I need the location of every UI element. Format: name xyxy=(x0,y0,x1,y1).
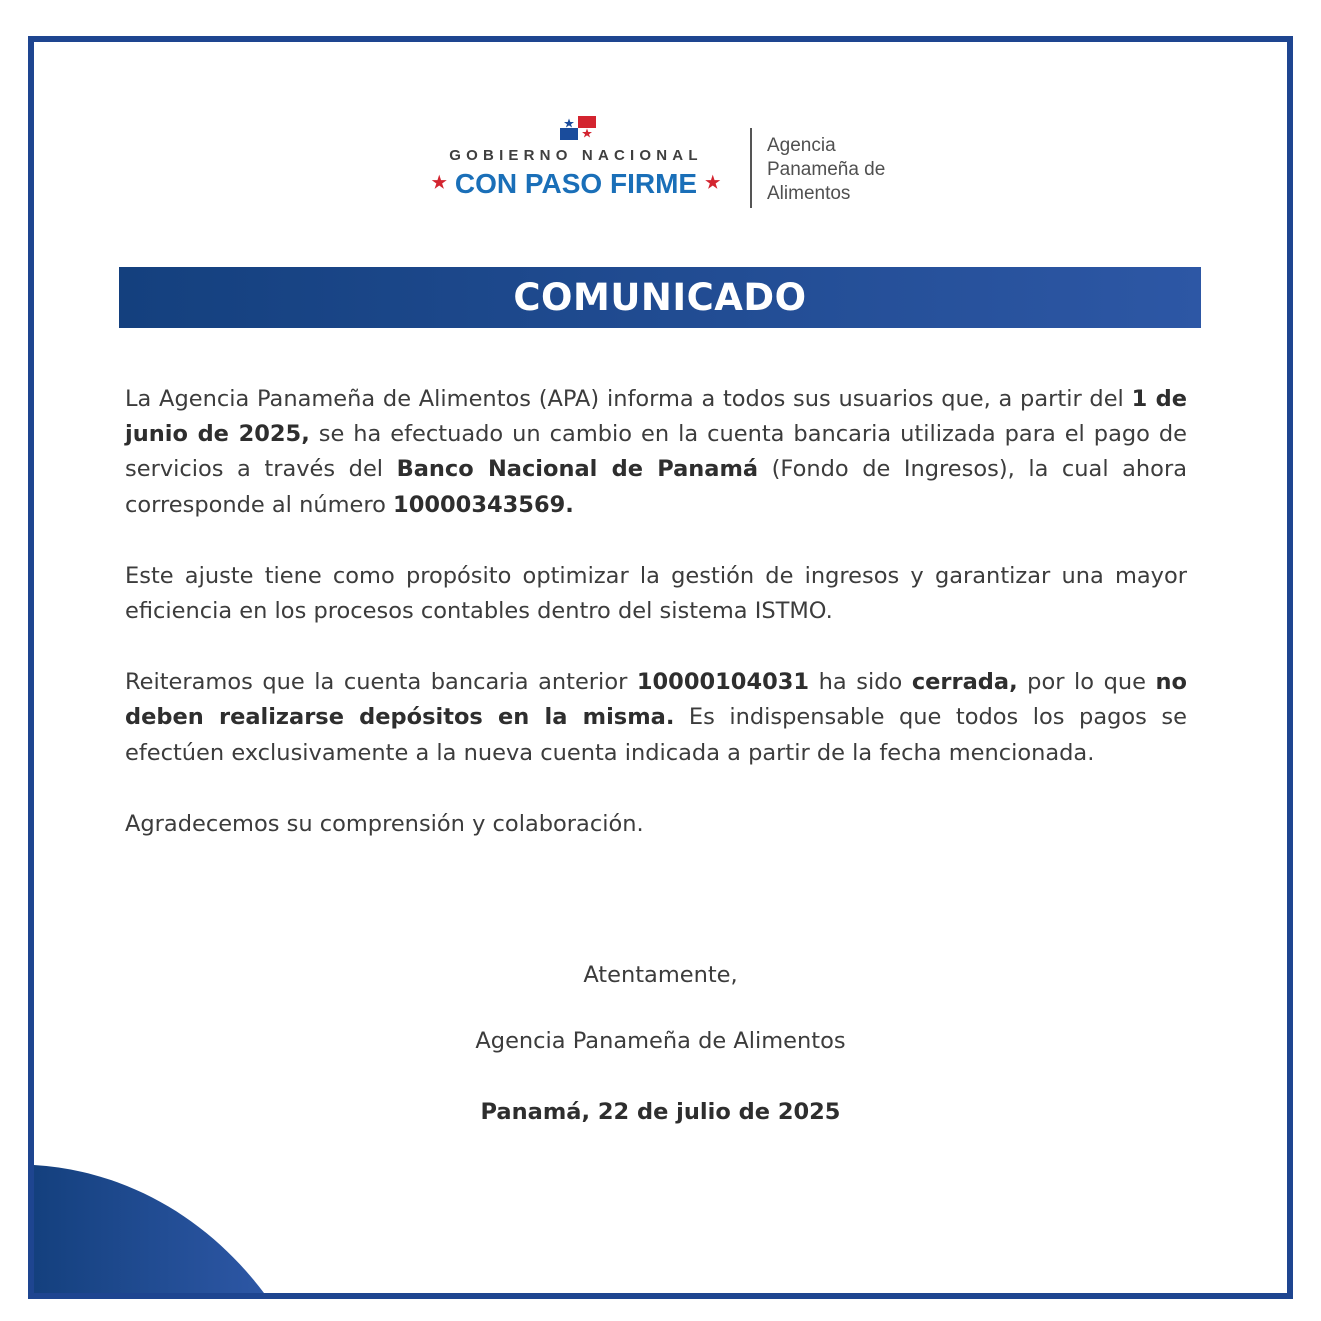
paragraph-old-account: Reiteramos que la cuenta bancaria anterior 10000104031 ha sido cerrada, por lo que no deben realizarse depósitos en la misma. Es indispensable que todos los pagos se efectúen exclusivamente a la nueva cuenta indicada a partir de la fecha mencionada. xyxy=(125,669,1187,766)
paragraph-purpose: Este ajuste tiene como propósito optimizar la gestión de ingresos y garantizar una mayor eficiencia en los procesos contables dentro del sistema ISTMO. xyxy=(125,562,1187,625)
logo-divider xyxy=(750,128,752,208)
star-icon: ★ xyxy=(431,173,447,192)
paragraph-thanks: Agradecemos su comprensión y colaboración. xyxy=(125,810,644,837)
banner-title: COMUNICADO xyxy=(119,267,1201,328)
paragraph-account-change: La Agencia Panameña de Alimentos (APA) informa a todos sus usuarios que, a partir del 1 de junio de 2025, se ha efectuado un cambio en la cuenta bancaria utilizada para el pago de servicios a través del Banco Nacional de Panamá (Fondo de Ingresos), la cual ahora corresponde al número 10000343569. xyxy=(125,386,1188,518)
new-account-number: 10000343569. xyxy=(393,491,574,518)
old-account-number: 10000104031 xyxy=(636,669,810,696)
agency-logo-line: Alimentos xyxy=(767,183,851,204)
no-deposits-warning: no deben realizarse depósitos en la misma. xyxy=(125,669,1187,731)
star-icon: ★ xyxy=(705,173,721,192)
place-date: Panamá, 22 de julio de 2025 xyxy=(480,1099,841,1125)
agency-logo xyxy=(767,134,885,206)
corner-decoration xyxy=(34,1165,264,1293)
gov-line-gobierno-nacional: GOBIERNO NACIONAL xyxy=(449,147,703,164)
closing-text: Atentamente, xyxy=(583,962,738,988)
closed-status: cerrada, xyxy=(911,669,1018,696)
agency-logo-line: Panameña de xyxy=(767,159,886,180)
gov-line-con-paso-firme xyxy=(418,168,734,200)
bank-name: Banco Nacional de Panamá xyxy=(396,456,759,483)
gov-slogan: CON PASO FIRME xyxy=(454,168,698,199)
panama-flag-icon xyxy=(560,116,596,140)
effective-date: 1 de junio de 2025, xyxy=(125,386,1188,448)
signature-org: Agencia Panameña de Alimentos xyxy=(475,1028,846,1054)
agency-logo-line: Agencia xyxy=(767,135,836,156)
communique-body xyxy=(125,382,1187,878)
